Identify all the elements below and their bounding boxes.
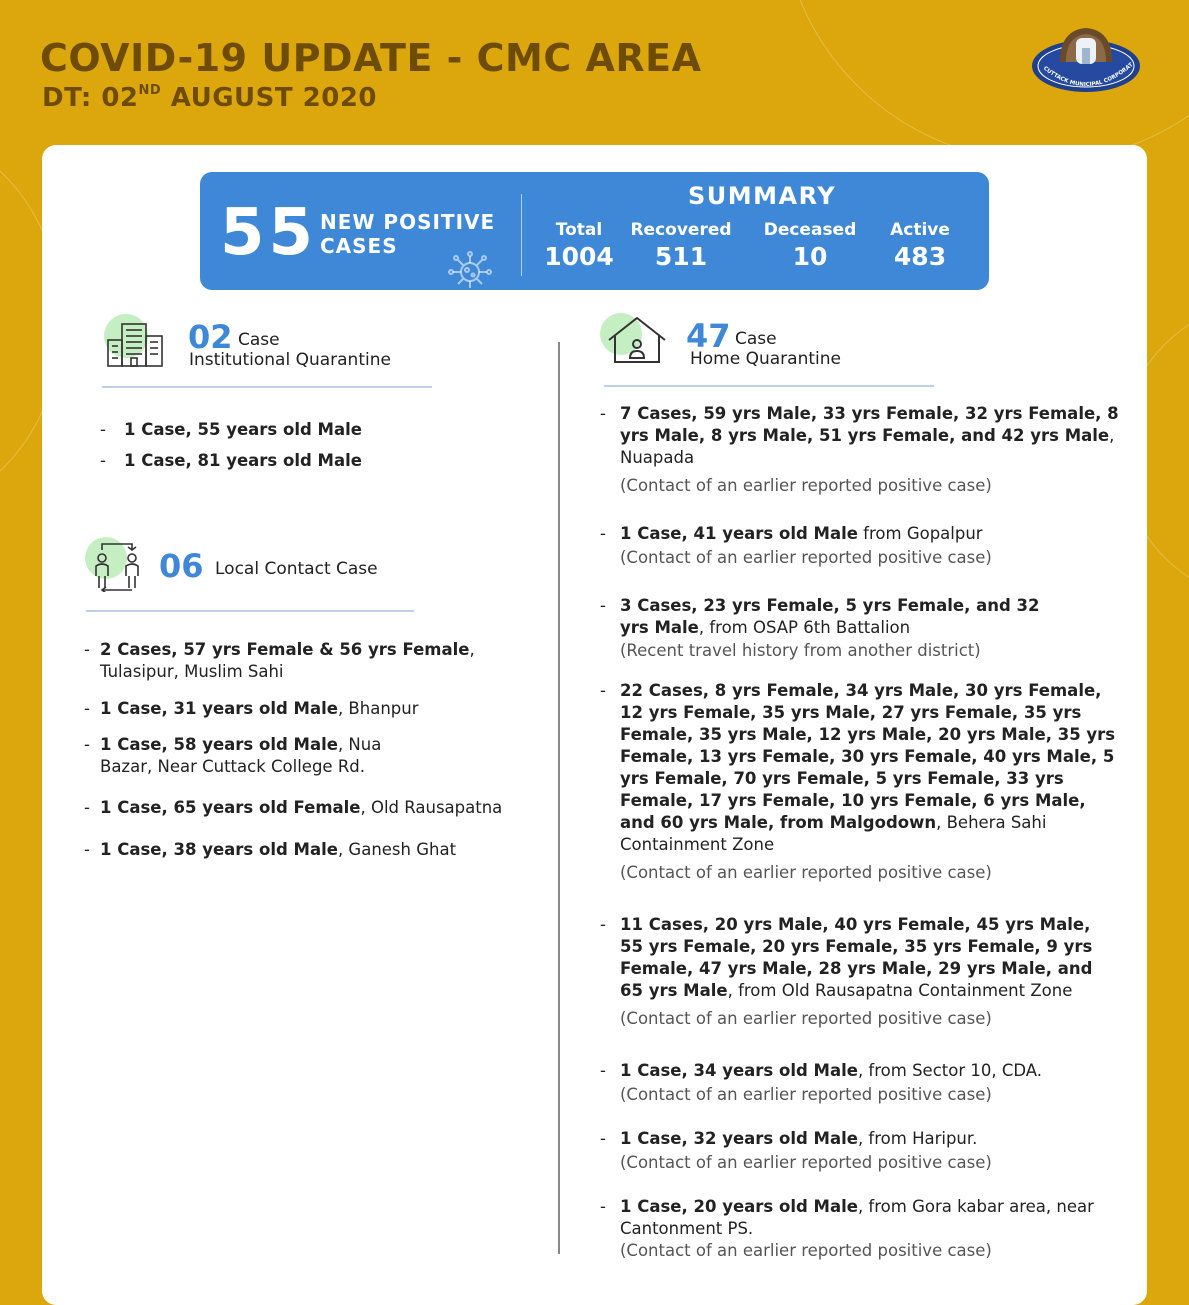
- logo-text: CUTTACK MUNICIPAL CORPORAT: [1042, 62, 1135, 89]
- report-date: DT: 02ND AUGUST 2020: [42, 83, 378, 113]
- building-icon: [100, 312, 168, 368]
- virus-icon: [443, 248, 497, 290]
- column-divider: [558, 342, 560, 1254]
- summary-title: SUMMARY: [688, 182, 837, 210]
- list-item: - 1 Case, 58 years old Male, Nua Bazar, Near Cuttack College Rd.: [84, 735, 382, 776]
- institutional-case-word: Case: [238, 330, 280, 350]
- list-item: - 7 Cases, 59 yrs Male, 33 yrs Female, 32 yrs Female, 8 yrs Male, 8 yrs Male, 51 yrs Female, and 42 yrs Male, Nuapada (Contact of an earlier reported positive case): [600, 404, 1119, 495]
- list-item: - 2 Cases, 57 yrs Female & 56 yrs Female, Tulasipur, Muslim Sahi: [84, 640, 475, 681]
- institutional-count: 02: [188, 318, 233, 356]
- list-item: - 1 Case, 55 years old Male: [100, 420, 362, 439]
- list-item: - 1 Case, 65 years old Female, Old Rausapatna: [84, 798, 503, 817]
- new-cases-label: NEW POSITIVE CASES: [320, 210, 496, 258]
- list-item: - 11 Cases, 20 yrs Male, 40 yrs Female, 45 yrs Male, 55 yrs Female, 20 yrs Female, 35 yrs Female, 9 yrs Female, 47 yrs Male, 28 yrs Male, 29 yrs Male, and 65 yrs Male, from Old Rausapatna Containment Zone (Contact of an earlier reported positive case): [600, 915, 1093, 1028]
- list-item: - 1 Case, 38 years old Male, Ganesh Ghat: [84, 840, 457, 859]
- home-icon: [599, 310, 669, 368]
- institutional-list: [100, 419, 520, 472]
- list-item: - 1 Case, 41 years old Male from Gopalpur (Contact of an earlier reported positive case): [600, 524, 992, 567]
- cmc-logo: [1030, 22, 1142, 104]
- section-underline: [102, 386, 432, 388]
- local-list: [84, 639, 524, 861]
- stat-recovered: Recovered 511: [630, 220, 732, 271]
- section-underline: [86, 610, 414, 612]
- list-item: - 22 Cases, 8 yrs Female, 34 yrs Male, 30 yrs Female, 12 yrs Female, 35 yrs Male, 27 yrs Female, 35 yrs Female, 35 yrs Male, 12 yrs Male, 20 yrs Male, 35 yrs Female, 13 yrs Female, 30 yrs Female, 40 yrs Male, 5 yrs Female, 70 yrs Female, 5 yrs Female, 33 yrs Female, 17 yrs Female, 10 yrs Female, 6 yrs Male, and 60 yrs Male, from Malgodown, Behera Sahi Containment Zone (Contact of an earlier reported positive case): [600, 681, 1116, 882]
- home-case-word: Case: [735, 329, 777, 349]
- stat-total: Total 1004: [544, 220, 614, 271]
- home-count: 47: [686, 317, 731, 355]
- list-item: - 1 Case, 32 years old Male, from Haripur. (Contact of an earlier reported positive case): [600, 1129, 992, 1172]
- institutional-label: Institutional Quarantine: [189, 350, 391, 370]
- section-underline: [604, 385, 934, 387]
- local-label: Local Contact Case: [215, 559, 378, 579]
- summary-divider: [521, 194, 522, 276]
- new-cases-count: 55: [220, 196, 318, 270]
- list-item: - 1 Case, 20 years old Male, from Gora kabar area, near Cantonment PS. (Contact of an earlier reported positive case): [600, 1197, 1094, 1260]
- stat-deceased: Deceased 10: [763, 220, 857, 271]
- list-item: - 1 Case, 31 years old Male, Bhanpur: [84, 699, 419, 718]
- summary-banner: [200, 172, 989, 290]
- local-count: 06: [159, 547, 204, 585]
- list-item: - 1 Case, 81 years old Male: [100, 451, 362, 470]
- list-item: - 3 Cases, 23 yrs Female, 5 yrs Female, and 32 yrs Male, from OSAP 6th Battalion (Recent travel history from another district): [600, 596, 1040, 660]
- page-title: COVID-19 UPDATE - CMC AREA: [40, 36, 702, 80]
- stat-active: Active 483: [890, 220, 950, 271]
- home-list: [600, 403, 1130, 1262]
- home-label: Home Quarantine: [690, 349, 841, 369]
- contact-people-icon: [82, 536, 146, 592]
- list-item: - 1 Case, 34 years old Male, from Sector 10, CDA. (Contact of an earlier reported positive case): [600, 1061, 1043, 1104]
